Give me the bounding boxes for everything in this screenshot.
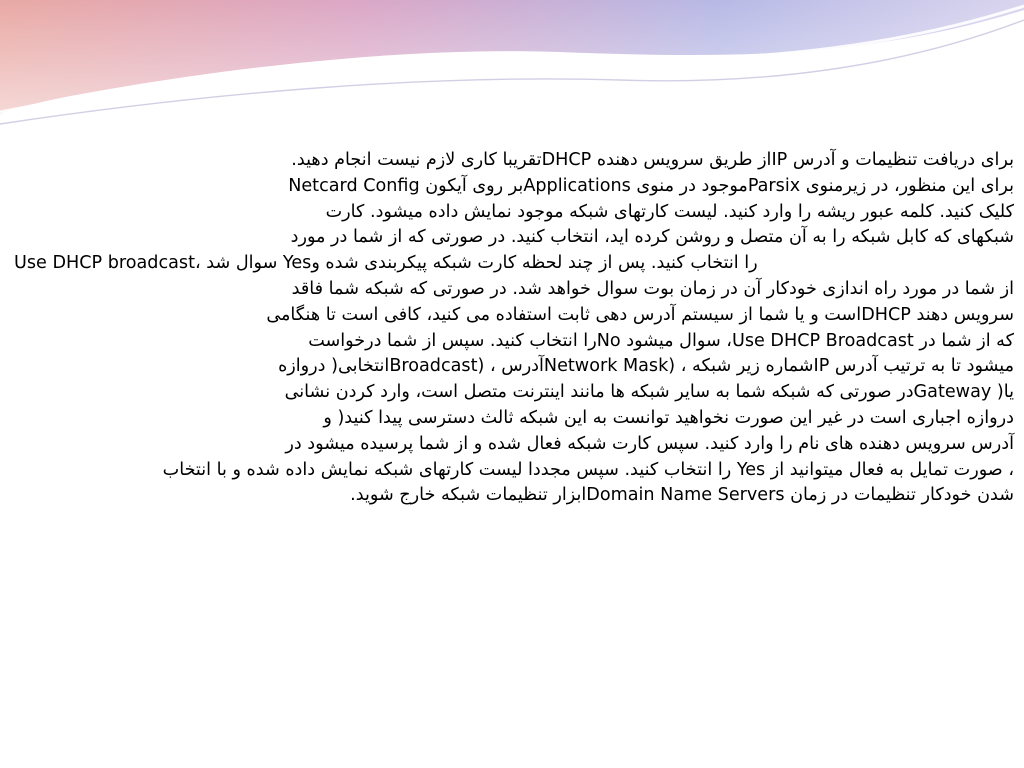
paragraph-line: دروازه اجباری است در غیر این صورت نخواهید توانست به این شبکه ثالث دسترسی پیدا کنید( و	[323, 407, 1014, 428]
paragraph-line: برای دریافت تنظیمات و آدرس IPاز طریق سرویس دهنده DHCPتقریبا کاری لازم نیست انجام دهید.	[291, 150, 1014, 170]
paragraph-line: از شما در مورد راه اندازی خودکار آن در زمان بوت سوال خواهد شد. در صورتی که شبکه شما فاقد	[291, 278, 1014, 299]
paragraph-line: شبکهای که کابل شبکه را به آن متصل و روشن کرده اید، انتخاب کنید. در صورتی که از شما در مورد	[290, 227, 1014, 248]
paragraph-line: میشود تا به ترتیب آدرس IPشماره زیر شبکه ، (Network Maskآدرس ، (Broadcastانتخابی( دروازه	[278, 356, 1014, 377]
paragraph-line: ، صورت تمایل به فعال میتوانید از Yes را انتخاب کنید. سپس مجددا لیست کارتهای شبکه نمایش داده شده و با انتخاب	[162, 459, 1014, 480]
body-paragraph	[14, 148, 1014, 509]
paragraph-line: شدن خودکار تنظیمات در زمان Domain Name Serversابزار تنظیمات شبکه خارج شوید.	[350, 485, 1014, 506]
paragraph-line: برای این منظور، در زیرمنوی Parsixموجود در منوی Applicationsبر روی آیکون Netcard Config	[288, 175, 1014, 196]
paragraph-line: یا( Gatewayدر صورتی که شبکه شما به سایر شبکه ها مانند اینترنت متصل است، وارد کردن نشانی	[284, 382, 1014, 403]
paragraph-line: کلیک کنید. کلمه عبور ریشه را وارد کنید. لیست کارتهای شبکه موجود نمایش داده میشود. کارت	[325, 201, 1014, 222]
header-wave-decoration	[0, 0, 1024, 130]
paragraph-line: آدرس سرویس دهنده های نام را وارد کنید. سپس کارت شبکه فعال شده و از شما پرسیده میشود در	[285, 433, 1014, 454]
paragraph-line: که از شما در Use DHCP Broadcast، سوال میشود Noرا انتخاب کنید. سپس از شما درخواست	[308, 330, 1014, 351]
paragraph-line: Use DHCP broadcast، سوال شد Yesرا انتخاب کنید. پس از چند لحظه کارت شبکه پیکربندی شده و	[14, 253, 758, 274]
paragraph-line: سرویس دهند DHCPاست و یا شما از سیستم آدرس دهی ثابت استفاده می کنید، کافی است تا هنگامی	[266, 304, 1014, 325]
